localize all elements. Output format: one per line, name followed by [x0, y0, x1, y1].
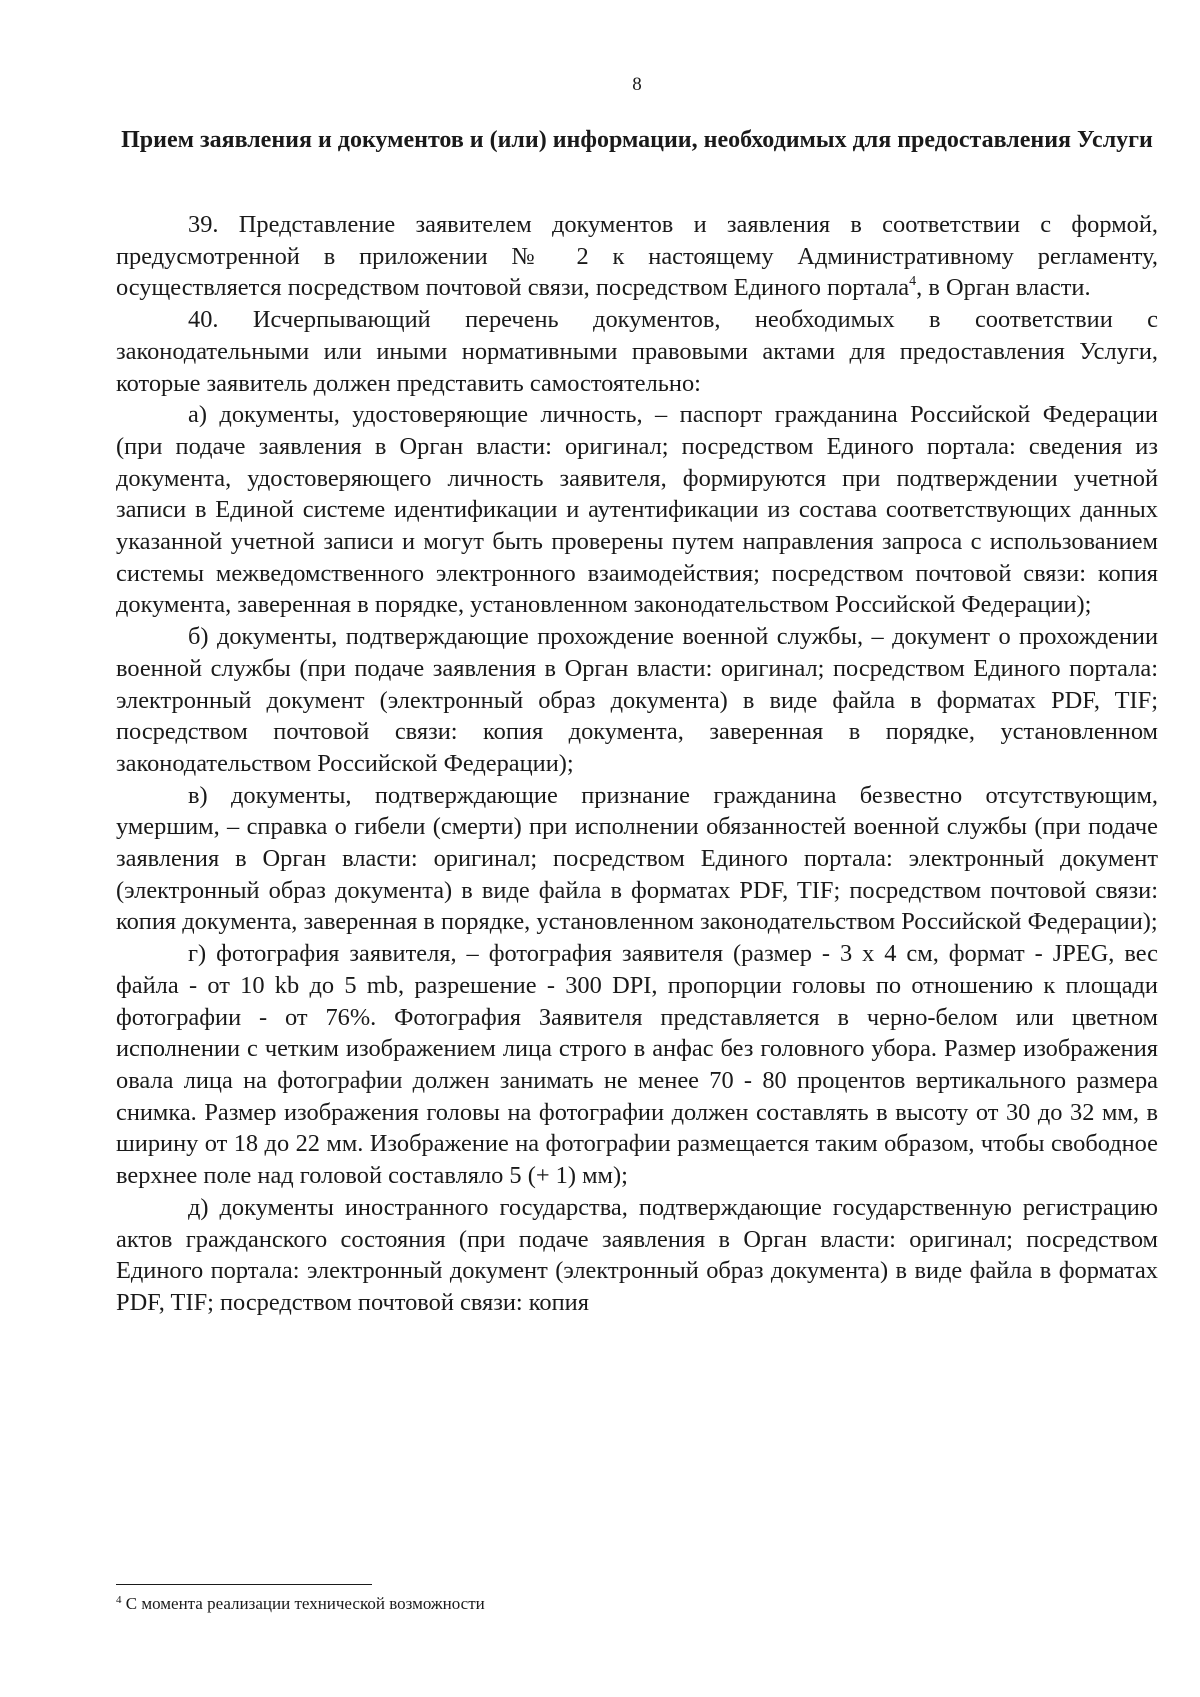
footnote-reference: 4 [909, 274, 917, 290]
section-heading: Прием заявления и документов и (или) информации, необходимых для предоставления Услуги [121, 127, 1153, 153]
paragraph-39-text: 39. Представление заявителем документов и заявления в соответствии с формой, предусмотренной в приложении № 2 к настоящему Административному регламенту, осуществляется посредством почтовой связи, посредством Единого портала [116, 211, 1158, 302]
paragraph-40-g: г) фотография заявителя, – фотография заявителя (размер - 3 х 4 см, формат - JPEG, вес файла - от 10 kb до 5 mb, разрешение - 300 DPI, пропорции головы по отношению к площади фотографии - от 76%. Фотография Заявителя представляется в черно-белом или цветном исполнении с четким изображением лица строго в анфас без головного убора. Размер изображения овала лица на фотографии должен занимать не менее 70 - 80 процентов вертикального размера снимка. Размер изображения головы на фотографии должен составлять в высоту от 30 до 32 мм, в ширину от 18 до 22 мм. Изображение на фотографии размещается таким образом, чтобы свободное верхнее поле над головой составляло 5 (+ 1) мм); [116, 940, 1158, 1190]
paragraph-40-a: а) документы, удостоверяющие личность, – паспорт гражданина Российской Федерации (при подаче заявления в Орган власти: оригинал; посредством Единого портала: сведения из документа, удостоверяющего личность заявителя, формируются при подтверждении учетной записи в Единой системе идентификации и аутентификации из состава соответствующих данных указанной учетной записи и могут быть проверены путем направления запроса с использованием системы межведомственного электронного взаимодействия; посредством почтовой связи: копия документа, заверенная в порядке, установленном законодательством Российской Федерации); [116, 401, 1158, 619]
paragraph-39-tail: , в Орган власти. [916, 274, 1091, 302]
footnote-number: 4 [116, 1594, 122, 1606]
paragraph-40-v: в) документы, подтверждающие признание гражданина безвестно отсутствующим, умершим, – справка о гибели (смерти) при исполнении обязанностей военной службы (при подаче заявления в Орган власти: оригинал; посредством Единого портала: электронный документ (электронный образ документа) в виде файла в форматах PDF, TIF; посредством почтовой связи: копия документа, заверенная в порядке, установленном законодательством Российской Федерации); [116, 781, 1158, 936]
page-number: 8 [632, 74, 642, 95]
footnote-text: С момента реализации технической возможности [121, 1594, 485, 1613]
paragraph-39 [116, 209, 1158, 304]
footnote [116, 1593, 485, 1615]
document-body [116, 209, 1158, 1319]
paragraph-40: 40. Исчерпывающий перечень документов, необходимых в соответствии с законодательными или иными нормативными правовыми актами для предоставления Услуги, которые заявитель должен представить самостоятельно: [116, 306, 1158, 397]
footnote-divider [116, 1584, 372, 1585]
paragraph-40-d: д) документы иностранного государства, подтверждающие государственную регистрацию актов гражданского состояния (при подаче заявления в Орган власти: оригинал; посредством Единого портала: электронный документ (электронный образ документа) в виде файла в форматах PDF, TIF; посредством почтовой связи: копия [116, 1193, 1158, 1316]
paragraph-40-b: б) документы, подтверждающие прохождение военной службы, – документ о прохождении военной службы (при подаче заявления в Орган власти: оригинал; посредством Единого портала: электронный документ (электронный образ документа) в виде файла в форматах PDF, TIF; посредством почтовой связи: копия документа, заверенная в порядке, установленном законодательством Российской Федерации); [116, 623, 1158, 777]
document-page [116, 0, 1158, 1697]
